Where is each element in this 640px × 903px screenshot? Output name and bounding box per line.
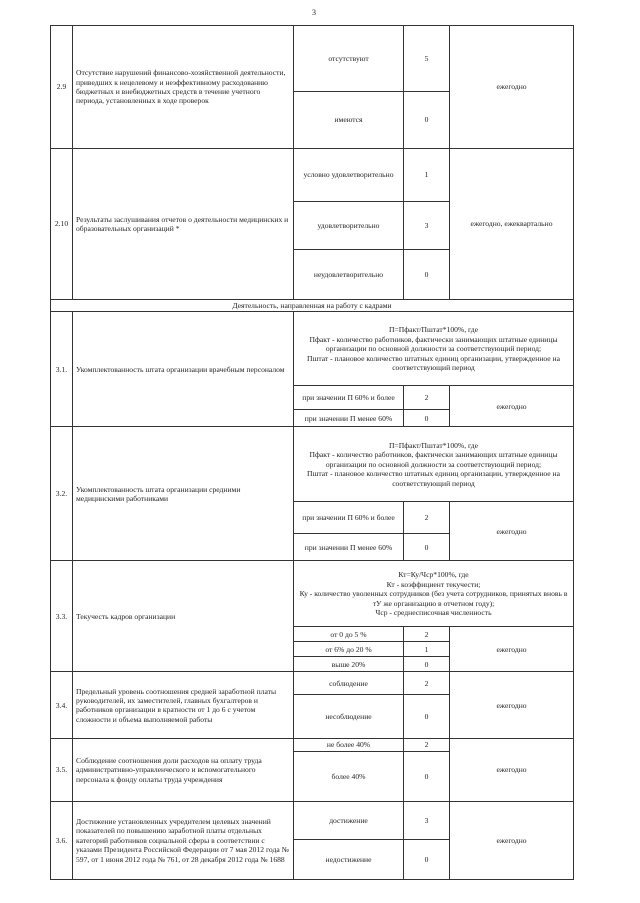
period-cell: ежегодно bbox=[450, 627, 574, 672]
criterion-label: при значении П 60% и более bbox=[294, 502, 404, 534]
criterion-points: 5 bbox=[404, 26, 450, 92]
criterion-label: соблюдение bbox=[294, 672, 404, 695]
indicator-name: Результаты заслушивания отчетов о деятельности медицинских и образовательных организаций * bbox=[73, 149, 294, 300]
criterion-points: 2 bbox=[404, 386, 450, 410]
formula-line: Чср - среднесписочная численность bbox=[375, 608, 492, 618]
table-row bbox=[51, 26, 574, 92]
formula-line: Пштат - плановое количество штатных единиц организации, утвержденное на соответствующий период bbox=[307, 353, 560, 373]
criterion-label: отсутствуют bbox=[294, 26, 404, 92]
indicator-name: Укомплектованность штата организации врачебным персоналом bbox=[73, 312, 294, 427]
table-row bbox=[51, 801, 574, 839]
criterion-points: 2 bbox=[404, 627, 450, 642]
period-cell: ежегодно bbox=[450, 502, 574, 561]
page-number: 3 bbox=[312, 8, 316, 17]
period-cell: ежегодно, ежеквартально bbox=[450, 149, 574, 300]
criterion-points: 2 bbox=[404, 672, 450, 695]
formula-line: Кт - коэффициент текучести; bbox=[386, 579, 481, 589]
row-number: 2.9 bbox=[51, 26, 73, 149]
criterion-label: удовлетворительно bbox=[294, 202, 404, 250]
section-title: Деятельность, направленная на работу с кадрами bbox=[51, 300, 574, 312]
criterion-points: 2 bbox=[404, 502, 450, 534]
period-cell: ежегодно bbox=[450, 739, 574, 801]
table-row bbox=[51, 427, 574, 502]
indicator-name: Отсутствие нарушений финансово-хозяйственной деятельности, приведших к нецелевому и неэффективному расходованию бюджетных и внебюджетных средств в течение учетного периода, установленных в ходе проверок bbox=[73, 26, 294, 149]
criterion-label: достижение bbox=[294, 801, 404, 839]
criterion-points: 0 bbox=[404, 92, 450, 149]
formula-cell bbox=[294, 427, 574, 502]
period-cell: ежегодно bbox=[450, 801, 574, 879]
indicator-name: Текучесть кадров организации bbox=[73, 561, 294, 672]
period-cell: ежегодно bbox=[450, 26, 574, 149]
row-number: 3.6. bbox=[51, 801, 73, 879]
criterion-points: 0 bbox=[404, 657, 450, 672]
criterion-points: 0 bbox=[404, 839, 450, 879]
indicator-name: Предельный уровень соотношения средней заработной платы руководителей, их заместителей, главных бухгалтеров и работников организации в кратности от 1 до 6 с учетом сложности и объема выполняемой работы bbox=[73, 672, 294, 739]
criterion-points: 1 bbox=[404, 149, 450, 202]
table-row bbox=[51, 672, 574, 695]
table-row bbox=[51, 312, 574, 386]
criterion-points: 0 bbox=[404, 695, 450, 739]
row-number: 3.5. bbox=[51, 739, 73, 801]
criterion-label: при значении П менее 60% bbox=[294, 534, 404, 561]
criterion-label: при значении П 60% и более bbox=[294, 386, 404, 410]
criterion-label: от 0 до 5 % bbox=[294, 627, 404, 642]
formula-cell bbox=[294, 312, 574, 386]
criterion-points: 0 bbox=[404, 534, 450, 561]
table-row bbox=[51, 561, 574, 627]
section-header-row bbox=[51, 300, 574, 312]
indicator-name: Соблюдение соотношения доли расходов на оплату труда административно-управленческого и вспомогательного персонала к фонду оплаты труда учреждения bbox=[73, 739, 294, 801]
formula-line: Кт=Ку/Чср*100%, где bbox=[398, 570, 469, 580]
criterion-points: 0 bbox=[404, 410, 450, 427]
criterion-label: более 40% bbox=[294, 751, 404, 801]
criterion-label: неудовлетворительно bbox=[294, 250, 404, 300]
formula-line: Пштат - плановое количество штатных единиц организации, утвержденное на соответствующий период bbox=[307, 469, 560, 488]
criterion-points: 1 bbox=[404, 642, 450, 657]
formula-line: П=Пфакт/Пштат*100%, где bbox=[388, 325, 479, 335]
row-number: 3.2. bbox=[51, 427, 73, 561]
criterion-label: при значении П менее 60% bbox=[294, 410, 404, 427]
criterion-label: не более 40% bbox=[294, 739, 404, 751]
criterion-points: 3 bbox=[404, 202, 450, 250]
criterion-points: 0 bbox=[404, 751, 450, 801]
criterion-label: имеются bbox=[294, 92, 404, 149]
formula-line: Пфакт - количество работников, фактически занимающих штатные единицы организации по основной должности за соответствующий период; bbox=[309, 334, 558, 354]
criterion-label: условно удовлетворительно bbox=[294, 149, 404, 202]
criterion-label: несоблюдение bbox=[294, 695, 404, 739]
criterion-label: от 6% до 20 % bbox=[294, 642, 404, 657]
formula-line: П=Пфакт/Пштат*100%, где bbox=[388, 440, 479, 450]
row-number: 3.3. bbox=[51, 561, 73, 672]
criterion-points: 0 bbox=[404, 250, 450, 300]
formula-line: Ку - количество уволенных сотрудников (без учета сотрудников, принятых вновь в тУ же организацию в отчетном году); bbox=[299, 589, 568, 608]
criterion-points: 3 bbox=[404, 801, 450, 839]
indicator-name: Достижение установленных учредителем целевых значений показателей по повышению заработной платы отдельных категорий работников социальной сферы в соответствии с указами Президента Российской Федерации от 7 мая 2012 года № 597, от 1 июня 2012 года № 761, от 28 декабря 2012 года № 1688 bbox=[73, 801, 294, 879]
table-row bbox=[51, 739, 574, 751]
formula-line: Пфакт - количество работников, фактически занимающих штатные единицы организации по основной должности за соответствующий период; bbox=[309, 450, 558, 469]
indicators-table bbox=[50, 25, 574, 880]
row-number: 3.4. bbox=[51, 672, 73, 739]
criterion-label: выше 20% bbox=[294, 657, 404, 672]
row-number: 2.10 bbox=[51, 149, 73, 300]
period-cell: ежегодно bbox=[450, 672, 574, 739]
table-row bbox=[51, 149, 574, 202]
row-number: 3.1. bbox=[51, 312, 73, 427]
formula-cell bbox=[294, 561, 574, 627]
criterion-label: недостижение bbox=[294, 839, 404, 879]
indicator-name: Укомплектованность штата организации средними медицинскими работниками bbox=[73, 427, 294, 561]
period-cell: ежегодно bbox=[450, 386, 574, 427]
criterion-points: 2 bbox=[404, 739, 450, 751]
